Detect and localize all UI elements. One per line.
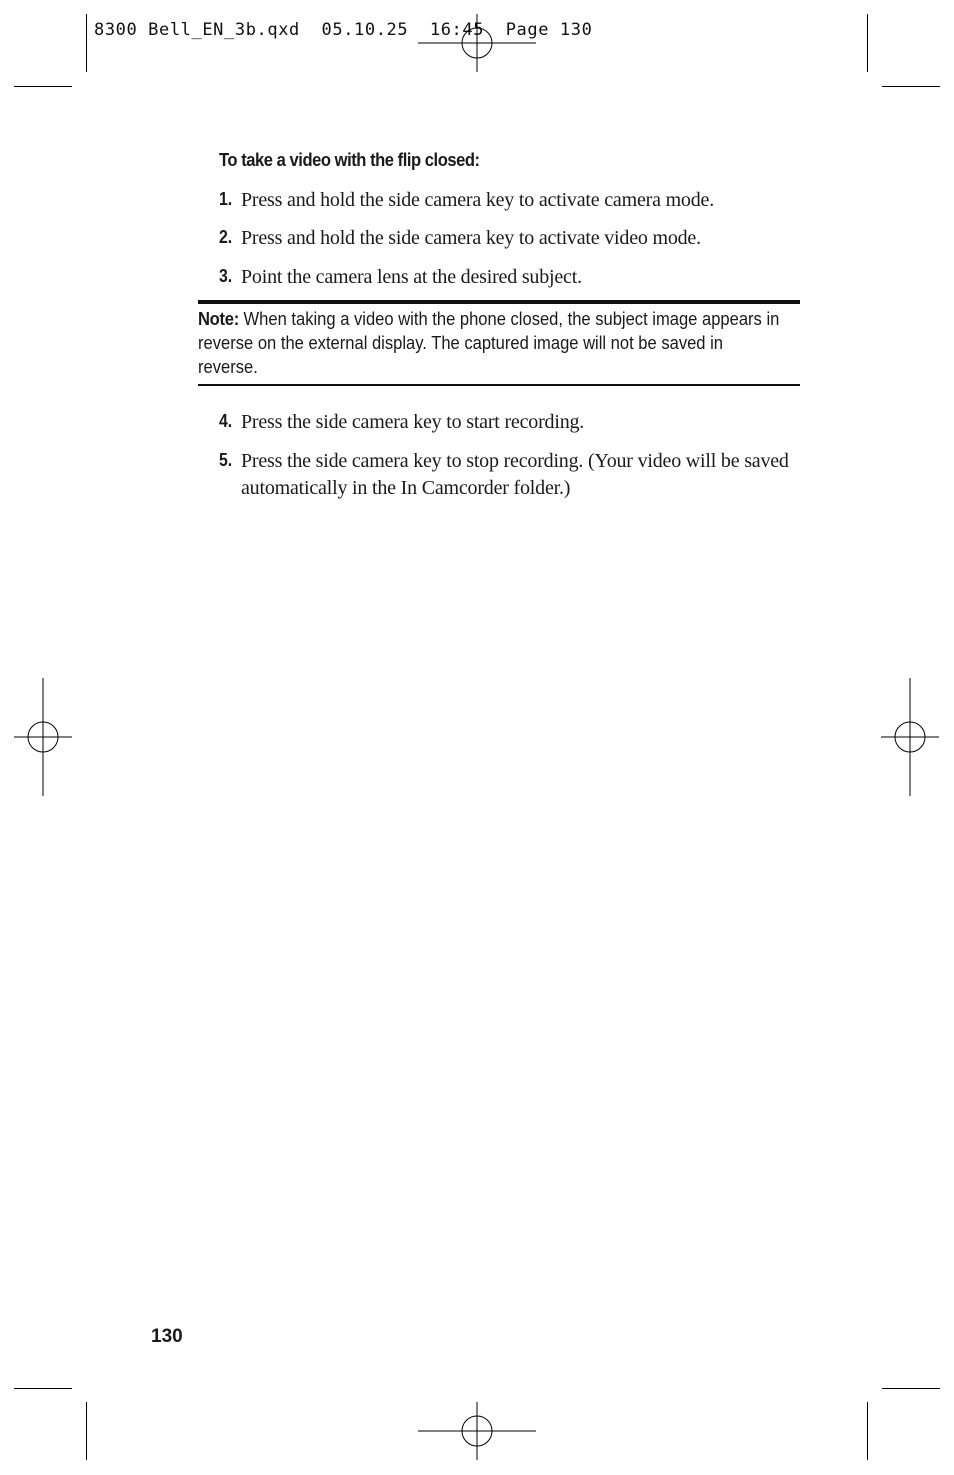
step-text: Press and hold the side camera key to activate camera mode. — [241, 189, 715, 211]
list-item — [219, 264, 799, 291]
registration-mark-left-icon — [12, 678, 74, 796]
step-number: 5. — [219, 450, 233, 470]
print-slug-line: 8300 Bell_EN_3b.qxd 05.10.25 16:45 Page 130 — [94, 20, 593, 40]
step-text: Point the camera lens at the desired subject. — [241, 266, 582, 288]
list-item — [219, 225, 799, 252]
step-number: 3. — [219, 266, 233, 286]
list-item — [219, 409, 799, 436]
step-number: 2. — [219, 227, 233, 247]
page-number: 130 — [151, 1326, 183, 1347]
step-text: Press the side camera key to start recording. — [241, 411, 585, 433]
note-top-rule — [198, 300, 800, 304]
registration-mark-top-icon — [418, 12, 536, 74]
step-number: 4. — [219, 411, 233, 431]
section-heading: To take a video with the flip closed: — [219, 150, 480, 170]
note-label: Note: — [198, 309, 239, 329]
registration-mark-bottom-icon — [418, 1400, 536, 1462]
note-text: When taking a video with the phone closed, the subject image appears in reverse on the external display. The captured image will not be saved in reverse. — [198, 309, 780, 377]
step-text: Press and hold the side camera key to activate video mode. — [241, 227, 701, 249]
note-bottom-rule — [198, 384, 800, 386]
crop-mark — [86, 1402, 87, 1460]
crop-mark — [86, 14, 87, 72]
note-block — [198, 307, 787, 379]
crop-mark — [867, 14, 868, 72]
crop-mark — [882, 1388, 940, 1389]
list-item — [219, 448, 799, 502]
crop-mark — [14, 1388, 72, 1389]
crop-mark — [14, 86, 72, 87]
crop-mark — [882, 86, 940, 87]
list-item — [219, 187, 799, 214]
crop-mark — [867, 1402, 868, 1460]
registration-mark-right-icon — [879, 678, 941, 796]
step-text: Press the side camera key to stop recording. (Your video will be saved automatically in the In Camcorder folder.) — [241, 450, 789, 499]
step-number: 1. — [219, 189, 233, 209]
